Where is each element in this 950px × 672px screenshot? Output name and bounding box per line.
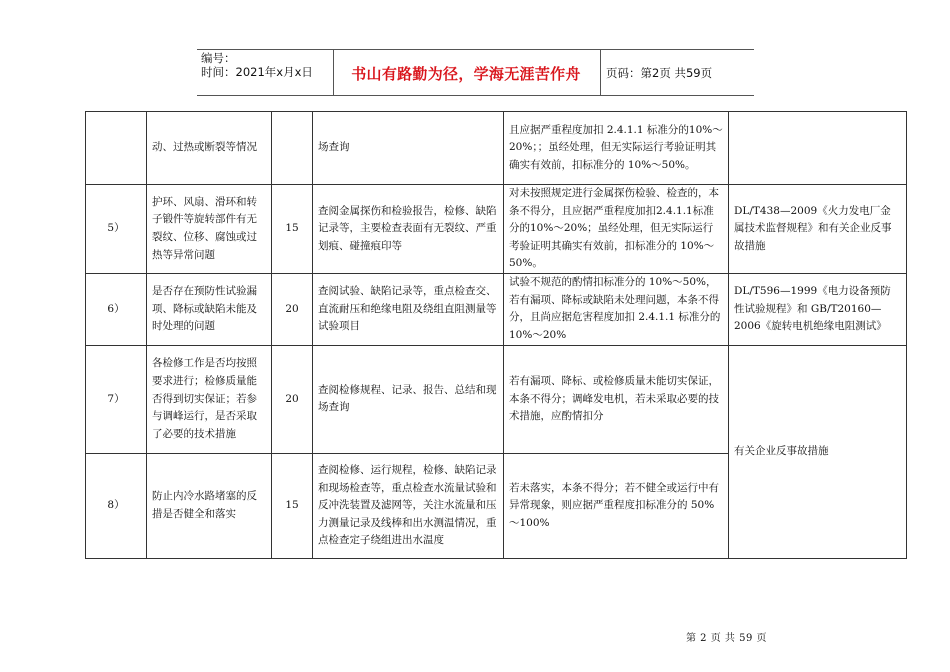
standard-score: 15 (272, 185, 313, 274)
table-row (86, 185, 907, 274)
row-number: 7） (86, 345, 147, 453)
check-item: 各检修工作是否均按照要求进行；检修质量能否得到切实保证；若参与调峰运行，是否采取了必要的技术措施 (147, 345, 272, 453)
header-divider (600, 49, 601, 96)
time-label: 时间：2021年x月x日 (201, 65, 313, 79)
row-number: 8） (86, 453, 147, 558)
header-divider (333, 49, 334, 96)
page-header (197, 49, 754, 96)
evaluation-table (85, 111, 907, 559)
scoring-criteria: 若未落实，本条不得分；若不健全或运行中有异常现象，则应据严重程度扣标准分的 50%～100% (504, 453, 729, 558)
scoring-criteria: 且应据严重程度加扣 2.4.1.1 标准分的10%～20%；；虽经处理，但无实际运行考验证明其确实有效前，扣标准分的 10%～50%。 (504, 112, 729, 185)
row-number: 6） (86, 273, 147, 345)
standard-score: 20 (272, 273, 313, 345)
scoring-criteria: 对未按照规定进行金属探伤检验、检查的，本条不得分，且应据严重程度加扣2.4.1.1标准分的10%～20%；虽经处理，但无实际运行考验证明其确实有效前，扣标准分的 10%～50%。 (504, 185, 729, 274)
basis-reference: DL/T438—2009《火力发电厂金属技术监督规程》和有关企业反事故措施 (729, 185, 907, 274)
standard-score: 15 (272, 453, 313, 558)
header-bottom-rule (197, 95, 754, 96)
page-footer: 第 2 页 共 59 页 (686, 633, 767, 644)
page-code: 页码：第2页 共59页 (606, 66, 713, 80)
table-row (86, 112, 907, 185)
basis-reference: 有关企业反事故措施 (729, 345, 907, 558)
scoring-criteria: 试验不规范的酌情扣标准分的 10%～50%，若有漏项、降标或缺陷未处理问题，本条不得分，且尚应据危害程度加扣 2.4.1.1 标准分的 10%～20% (504, 273, 729, 345)
standard-score (272, 112, 313, 185)
basis-reference (729, 112, 907, 185)
check-item: 防止内冷水路堵塞的反措是否健全和落实 (147, 453, 272, 558)
row-number: 5） (86, 185, 147, 274)
basis-reference: DL/T596—1999《电力设备预防性试验规程》和 GB/T20160—2006《旋转电机绝缘电阻测试》 (729, 273, 907, 345)
motto-text: 书山有路勤为径，学海无涯苦作舟 (351, 65, 581, 83)
check-method: 查阅检修规程、记录、报告、总结和现场查询 (313, 345, 504, 453)
header-meta (201, 51, 313, 79)
scoring-criteria: 若有漏项、降标、或检修质量未能切实保证，本条不得分；调峰发电机，若未采取必要的技术措施，应酌情扣分 (504, 345, 729, 453)
check-method: 查阅试验、缺陷记录等，重点检查交、直流耐压和绝缘电阻及绕组直阻测量等试验项目 (313, 273, 504, 345)
check-method: 场查询 (313, 112, 504, 185)
check-method: 查阅金属探伤和检验报告，检修、缺陷记录等，主要检查表面有无裂纹、严重划痕、碰撞痕印等 (313, 185, 504, 274)
check-item: 动、过热或断裂等情况 (147, 112, 272, 185)
standard-score: 20 (272, 345, 313, 453)
number-label: 编号： (201, 51, 236, 65)
check-item: 护环、风扇、滑环和转子锻件等旋转部件有无裂纹、位移、腐蚀或过热等异常问题 (147, 185, 272, 274)
row-number (86, 112, 147, 185)
check-item: 是否存在预防性试验漏项、降标或缺陷未能及时处理的问题 (147, 273, 272, 345)
table-row (86, 345, 907, 453)
table-row (86, 273, 907, 345)
header-top-rule (197, 49, 754, 50)
check-method: 查阅检修、运行规程，检修、缺陷记录和现场检查等，重点检查水流量试验和反冲洗装置及滤网等，关注水流量和压力测量记录及线棒和出水测温情况，重点检查定子绕组进出水温度 (313, 453, 504, 558)
